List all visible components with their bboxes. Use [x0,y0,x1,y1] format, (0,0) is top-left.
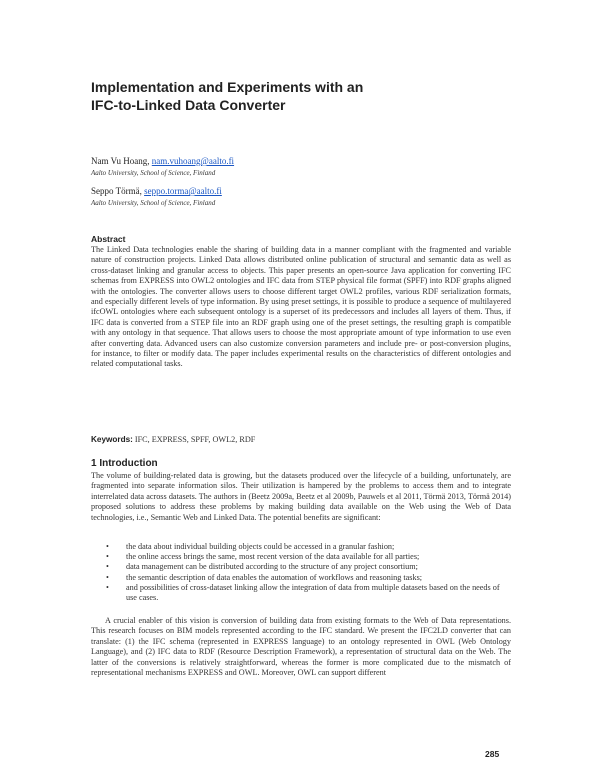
paper-title [91,78,511,114]
author-1 [91,156,234,167]
list-item: • the online access brings the same, most recent version of the data available for all parties; [106,552,420,562]
abstract-heading: Abstract [91,234,126,244]
keywords-label: Keywords: [91,435,133,444]
benefits-list [91,542,511,603]
bullet-icon: • [106,542,109,551]
author-2-affiliation: Aalto University, School of Science, Finland [91,199,216,207]
section-heading-introduction: 1 Introduction [91,458,158,469]
list-item: • the semantic description of data enables the automation of workflows and reasoning tasks; [106,572,423,582]
keywords [91,435,255,445]
bullet-icon: • [106,582,109,592]
list-item: • and possibilities of cross-dataset linking allow the integration of data from multiple datasets based on the needs of use cases. [106,582,500,603]
author-2-email-link[interactable]: seppo.torma@aalto.fi [144,186,222,196]
intro-paragraph-2: A crucial enabler of this vision is conversion of building data from existing formats to the Web of Data representations. This research focuses on BIM models represented according to the IFC standard. We present the IFC2LD converter that can translate: (1) the IFC schema (represented in EXPRESS language) to an ontology represented in OWL (Web Ontology Language), and (2) IFC data to RDF (Resource Description Framework), a representation of structural data on the Web. The latter of the conversions is relatively straightforward, whereas the former is more complicated due to the mismatch of representational mechanisms EXPRESS and OWL. Moreover, OWL can support different [91,616,511,678]
author-2 [91,186,222,197]
author-1-affiliation: Aalto University, School of Science, Finland [91,169,216,177]
bullet-icon: • [106,562,109,572]
abstract-text: The Linked Data technologies enable the sharing of building data in a manner compliant with the fragmented and variable nature of construction projects. Linked Data allows distributed online publication of structural and semantic data as well as cross-dataset linking and granular access to objects. This paper presents an open-source Java application for converting IFC schemas from EXPRESS into OWL2 ontologies and IFC data from STEP physical file format (SPFF) into RDF graphs aligned with the ontologies. The converter allows users to choose different target OWL2 profiles, various RDF serialization formats, and especially different levels of type information. By using preset settings, it is possible to produce a sequence of multilayered ifcOWL ontologies where each subsequent ontology is a superset of its predecessors and includes all layers of them. Thus, if IFC data is converted from a STEP file into an RDF graph using one of the preset settings, the resulting graph is compatible with any ontology in that sequence. That allows users to choose the most appropriate amount of type information to use even after converting data. Advanced users can also customize conversion parameters and include pre- or post-conversion plugins, for instance, to filter or modify data. The paper includes experimental results on the characteristics of different ontologies and related computational tasks. [91,245,511,369]
author-1-name: Nam Vu Hoang, [91,156,152,166]
title-line-1: Implementation and Experiments with an [91,79,364,95]
list-item: • the data about individual building objects could be accessed in a granular fashion; [106,542,395,551]
intro-paragraph-1: The volume of building-related data is growing, but the datasets produced over the lifecycle of a building, unfortunately, are fragmented into separate information silos. Their utilization is hampered by the problems to access them and to integrate interrelated data across datasets. The authors in (Beetz 2009a, Beetz et al 2009b, Pauwels et al 2011, Törmä 2013, Törmä 2014) proposed solutions to address these problems by making building data available on the Web using the Web of Data technologies, i.e., Semantic Web and Linked Data. The potential benefits are significant: [91,471,511,522]
page-number: 285 [485,749,500,759]
bullet-icon: • [106,552,109,562]
list-item: • data management can be distributed according to the structure of any project consortium; [106,562,418,572]
author-2-name: Seppo Törmä, [91,186,145,196]
bullet-icon: • [106,572,109,582]
author-1-email-link[interactable]: nam.vuhoang@aalto.fi [151,156,235,166]
keywords-list: IFC, EXPRESS, SPFF, OWL2, RDF [132,435,256,444]
title-line-2: IFC-to-Linked Data Converter [91,97,286,113]
